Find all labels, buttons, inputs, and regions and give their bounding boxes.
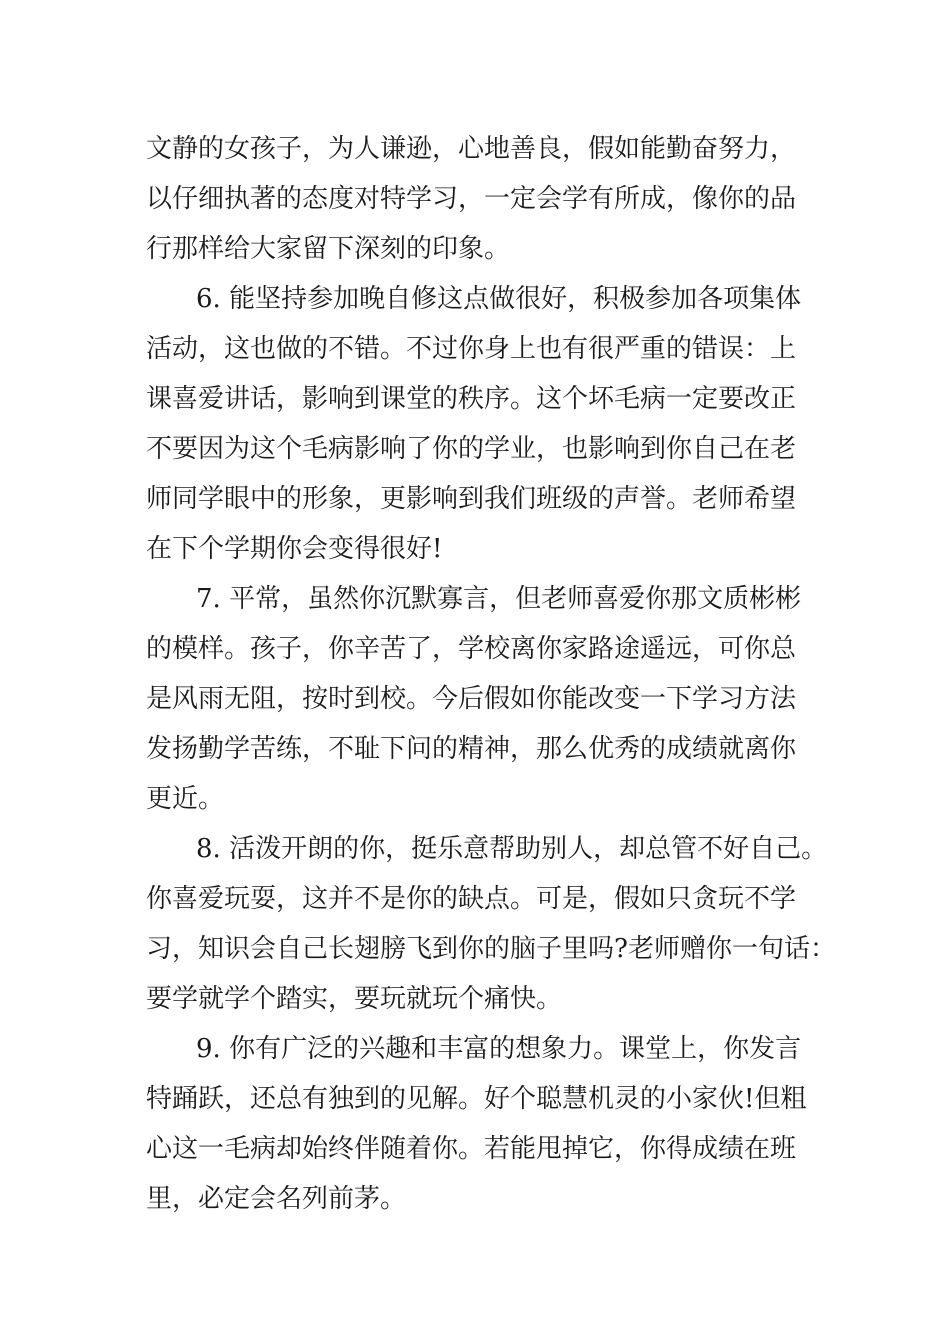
text-line: 更近。 <box>146 784 225 814</box>
text-line: 活动，这也做的不错。不过你身上也有很严重的错误：上 <box>146 334 797 364</box>
text-line: 文静的女孩子，为人谦逊，心地善良，假如能勤奋努力， <box>146 134 797 164</box>
paragraph-first-line: 8. 活泼开朗的你，挺乐意帮助别人，却总管不好自己。 <box>196 834 828 864</box>
text-line: 特踊跃，还总有独到的见解。好个聪慧机灵的小家伙!但粗 <box>146 1084 807 1114</box>
paragraph-first-line: 6. 能坚持参加晚自修这点做很好，积极参加各项集体 <box>196 284 802 314</box>
document-body <box>146 124 836 1224</box>
paragraph-first-line: 9. 你有广泛的兴趣和丰富的想象力。课堂上，你发言 <box>196 1034 802 1064</box>
text-line: 你喜爱玩耍，这并不是你的缺点。可是，假如只贪玩不学 <box>146 884 797 914</box>
text-line: 师同学眼中的形象，更影响到我们班级的声誉。老师希望 <box>146 484 797 514</box>
paragraph-first-line: 7. 平常，虽然你沉默寡言，但老师喜爱你那文质彬彬 <box>196 584 802 614</box>
text-line: 不要因为这个毛病影响了你的学业，也影响到你自己在老 <box>146 434 797 464</box>
text-line: 课喜爱讲话，影响到课堂的秩序。这个坏毛病一定要改正 <box>146 384 797 414</box>
text-line: 在下个学期你会变得很好! <box>146 534 443 564</box>
text-line: 行那样给大家留下深刻的印象。 <box>146 234 511 264</box>
text-line: 要学就学个踏实，要玩就玩个痛快。 <box>146 984 563 1014</box>
text-line: 发扬勤学苦练，不耻下问的精神，那么优秀的成绩就离你 <box>146 734 797 764</box>
text-line: 的模样。孩子，你辛苦了，学校离你家路途遥远，可你总 <box>146 634 797 664</box>
text-line: 以仔细执著的态度对特学习，一定会学有所成，像你的品 <box>146 184 797 214</box>
text-line: 心这一毛病却始终伴随着你。若能甩掉它，你得成绩在班 <box>146 1134 797 1164</box>
text-line: 是风雨无阻，按时到校。今后假如你能改变一下学习方法 <box>146 684 797 714</box>
text-line: 习，知识会自己长翅膀飞到你的脑子里吗?老师赠你一句话： <box>146 934 836 964</box>
text-line: 里，必定会名列前茅。 <box>146 1184 407 1214</box>
